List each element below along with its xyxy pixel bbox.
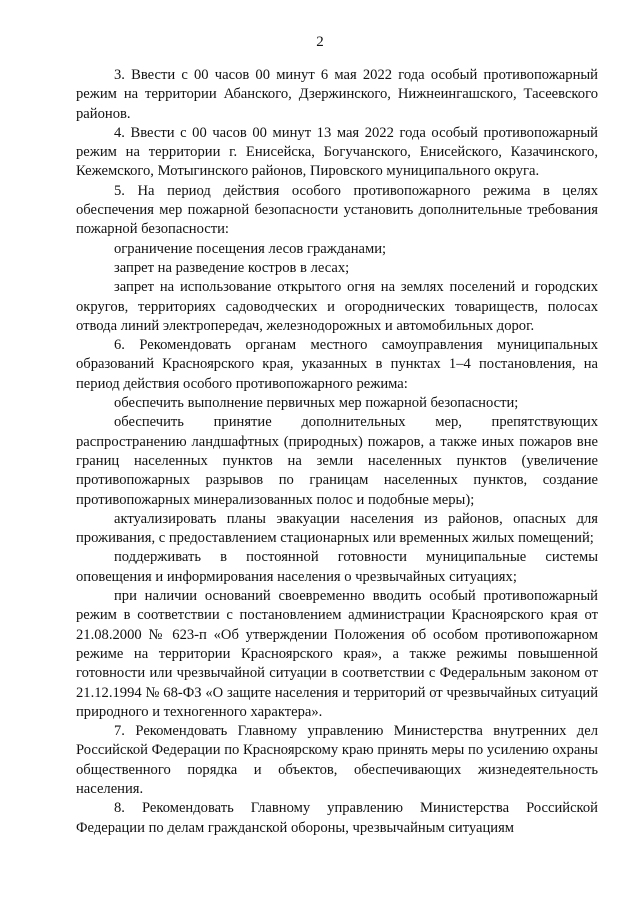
paragraph-8: 8. Рекомендовать Главному управлению Министерства Российской Федерации по делам гражданской обороны, чрезвычайным ситуациям — [76, 800, 598, 836]
paragraph-5-item-open-fire: запрет на использование открытого огня на землях поселений и городских округов, территориях садоводческих и огороднических товариществ, полосах отвода линий электропередач, железнодорожных и автомобильных дорог. — [76, 279, 598, 334]
paragraph-6-item-primary-measures: обеспечить выполнение первичных мер пожарной безопасности; — [114, 395, 519, 412]
document-body — [76, 66, 598, 838]
paragraph-4: 4. Ввести с 00 часов 00 минут 13 мая 2022 года особый противопожарный режим на территории г. Енисейска, Богучанского, Енисейского, Казачинского, Кежемского, Мотыгинского районов, Пировского муниципального округа. — [76, 124, 598, 180]
paragraph-3: 3. Ввести с 00 часов 00 минут 6 мая 2022 года особый противопожарный режим на территории Абанского, Дзержинского, Нижнеингашского, Тасеевского районов. — [76, 67, 598, 122]
paragraph-6: 6. Рекомендовать органам местного самоуправления муниципальных образований Красноярского края, указанных в пунктах 1–4 постановления, на период действия особого противопожарного режима: — [76, 337, 598, 392]
paragraph-5: 5. На период действия особого противопожарного режима в целях обеспечения мер пожарной безопасности установить дополнительные требования пожарной безопасности: — [76, 182, 598, 238]
paragraph-7: 7. Рекомендовать Главному управлению Министерства внутренних дел Российской Федерации по Красноярскому краю принять меры по усилению охраны общественного порядка и объектов, обеспечивающих жизнедеятельность населения. — [76, 723, 598, 797]
paragraph-5-item-forest-access: ограничение посещения лесов гражданами; — [114, 240, 387, 257]
paragraph-6-item-additional-measures: обеспечить принятие дополнительных мер, препятствующих распространению ландшафтных (природных) пожаров, а также иных пожаров вне границ населенных пунктов на земли населенных пунктов (увеличение противопожарных разрывов по границам населенных пунктов, создание противопожарных минерализованных полос и подобные меры); — [76, 414, 598, 508]
paragraph-6-item-warning-systems: поддерживать в постоянной готовности муниципальные системы оповещения и информирования населения о чрезвычайных ситуациях; — [76, 549, 598, 585]
paragraph-6-item-evacuation-plans: актуализировать планы эвакуации населения из районов, опасных для проживания, с предоставлением стационарных или временных жилых помещений; — [76, 510, 598, 547]
page-number: 2 — [316, 34, 324, 50]
paragraph-5-item-campfires: запрет на разведение костров в лесах; — [114, 259, 350, 276]
paragraph-6-item-special-regime: при наличии оснований своевременно вводить особый противопожарный режим в соответствии с постановлением администрации Красноярского края от 21.08.2000 № 623-п «Об утверждении Положения об особом противопожарном режиме на территории Красноярского края», а также режимы повышенной готовности или чрезвычайной ситуации в соответствии с Федеральным законом от 21.12.1994 № 68-ФЗ «О защите населения и территорий от чрезвычайных ситуаций природного и техногенного характера». — [76, 588, 598, 720]
